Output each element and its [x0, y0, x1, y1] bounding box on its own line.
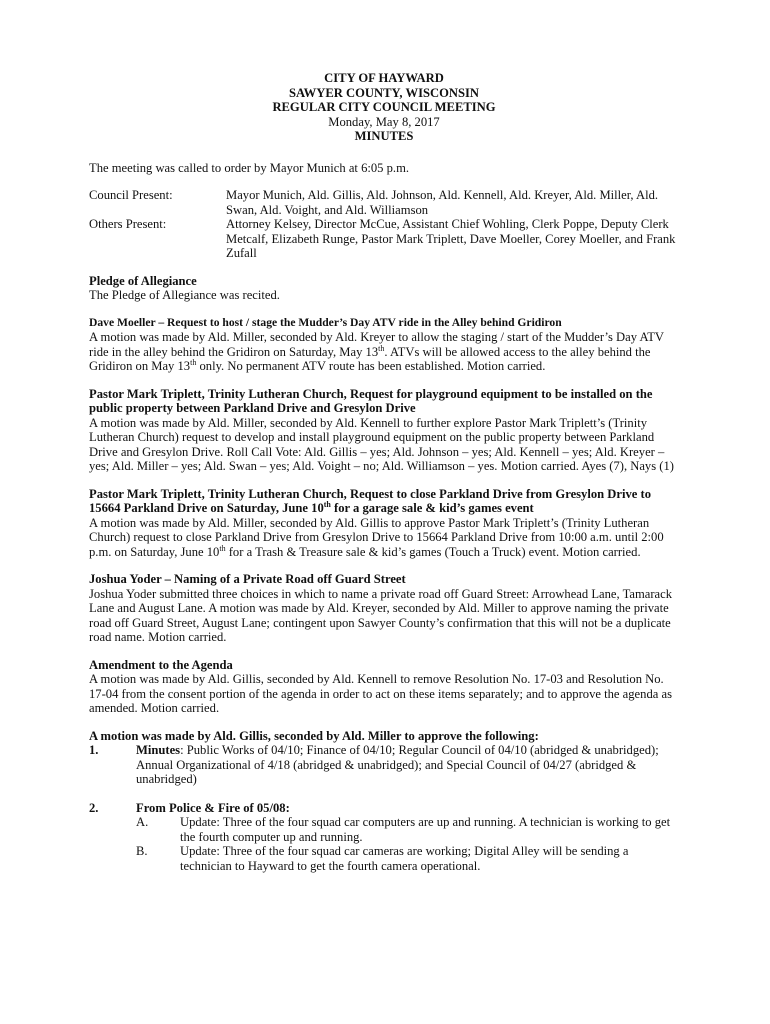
minutes-page [89, 71, 679, 873]
others-present-row [89, 217, 679, 261]
amendment-heading: Amendment to the Agenda [89, 657, 233, 672]
pledge-section [89, 274, 679, 303]
road-closure-text: A motion was made by Ald. Miller, seconded by Ald. Gillis to approve Pastor Mark Triplett’s (Trinity Lutheran Church) request to close Parkland Drive from Gresylon Drive to 15664 Parkland Drive from 10:00 a.m. until 2:00 p.m. on Saturday, June 10th for a Trash & Treasure sale & kid’s games (Touch a Truck) event. Motion carried. [89, 515, 664, 559]
consent-section [89, 729, 679, 874]
amendment-text: A motion was made by Ald. Gillis, seconded by Ald. Kennell to remove Resolution No. 17-03 and Resolution No. 17-04 from the consent portion of the agenda in order to act on these items separately; and to approve the agenda as amended. Motion carried. [89, 672, 672, 716]
item-body: Minutes: Public Works of 04/10; Finance of 04/10; Regular Council of 04/10 (abridged & unabridged); Annual Organizational of 4/18 (abridged & unabridged); and Special Council of 04/27 (abridged & unabridged) [136, 743, 659, 787]
sub-item-text: Update: Three of the four squad car computers are up and running. A technician is working to get the fourth computer up and running. [180, 815, 671, 844]
yoder-section [89, 572, 679, 645]
others-present-value: Attorney Kelsey, Director McCue, Assistant Chief Wohling, Clerk Poppe, Deputy Clerk Metcalf, Elizabeth Runge, Pastor Mark Triplett, Dave Moeller, Corey Moeller, and Frank Zufall [226, 217, 676, 261]
call-to-order: The meeting was called to order by Mayor Munich at 6:05 p.m. [89, 160, 410, 175]
moeller-text: A motion was made by Ald. Miller, seconded by Ald. Kreyer to allow the staging / start of the Mudder’s Day ATV ride in the alley behind the Gridiron on Saturday, May 13th. ATVs will be allowed access to the alley behind the Gridiron on May 13th only. No permanent ATV route has been established. Motion carried. [89, 330, 664, 374]
minutes-title: MINUTES [354, 129, 414, 144]
yoder-text: Joshua Yoder submitted three choices in which to name a private road off Guard Street: Arrowhead Lane, Tamarack Lane and August Lane. A motion was made by Ald. Kreyer, seconded by Ald. Miller to approve naming the private road off Guard Street, August Lane; contingent upon Sawyer County’s confirmation that this will not be a duplicate road name. Motion carried. [89, 586, 673, 645]
meeting-date: Monday, May 8, 2017 [328, 114, 440, 129]
road-closure-heading: Pastor Mark Triplett, Trinity Lutheran Church, Request to close Parkland Drive from Gresylon Drive to 15664 Parkland Drive on Saturday, June 10th for a garage sale & kid’s games event [89, 486, 652, 516]
sub-item-text: Update: Three of the four squad car cameras are working; Digital Alley will be sending a technician to Hayward to get the fourth camera operational. [180, 844, 629, 873]
others-present-label: Others Present: [89, 217, 167, 232]
road-closure-section [89, 487, 679, 560]
council-present-label: Council Present: [89, 188, 173, 203]
council-present-row [89, 188, 679, 217]
consent-item-police-fire [89, 801, 679, 816]
sub-item-letter: B. [136, 844, 148, 859]
attendance [89, 188, 679, 261]
pledge-text: The Pledge of Allegiance was recited. [89, 288, 280, 303]
pledge-heading: Pledge of Allegiance [89, 273, 197, 288]
playground-text: A motion was made by Ald. Miller, seconded by Ald. Kennell to further explore Pastor Mark Triplett’s (Trinity Lutheran Church) request to develop and install playground equipment on the public property between Parkland Drive and Gresylon Drive. Roll Call Vote: Ald. Gillis – yes; Ald. Johnson – yes; Ald. Kennell – yes; Ald. Kreyer – yes; Ald. Miller – yes; Ald. Swan – yes; Ald. Voight – no; Ald. Williamson – yes. Motion carried. Ayes (7), Nays (1) [89, 415, 674, 474]
moeller-section [89, 316, 679, 374]
sub-item-b [136, 844, 679, 873]
county-name: SAWYER COUNTY, WISCONSIN [288, 85, 479, 100]
sub-item-letter: A. [136, 815, 149, 830]
playground-heading: Pastor Mark Triplett, Trinity Lutheran Church, Request for playground equipment to be installed on the public property between Parkland Drive and Gresylon Drive [89, 386, 653, 416]
playground-section [89, 387, 679, 474]
moeller-heading: Dave Moeller – Request to host / stage the Mudder’s Day ATV ride in the Alley behind Gridiron [89, 315, 562, 329]
amendment-section [89, 658, 679, 716]
yoder-heading: Joshua Yoder – Naming of a Private Road off Guard Street [89, 572, 406, 587]
council-present-value: Mayor Munich, Ald. Gillis, Ald. Johnson, Ald. Kennell, Ald. Kreyer, Ald. Miller, Ald. Swan, Ald. Voight, and Ald. Williamson [226, 188, 659, 217]
consent-item-minutes [89, 743, 679, 787]
item-title: From Police & Fire of 05/08: [136, 800, 290, 815]
sub-item-a [136, 815, 679, 844]
document-header [89, 71, 679, 144]
consent-heading: A motion was made by Ald. Gillis, seconded by Ald. Miller to approve the following: [89, 728, 539, 743]
meeting-title: REGULAR CITY COUNCIL MEETING [272, 100, 496, 115]
item-number: 2. [89, 800, 99, 815]
item-number: 1. [89, 743, 99, 758]
city-name: CITY OF HAYWARD [324, 71, 444, 85]
